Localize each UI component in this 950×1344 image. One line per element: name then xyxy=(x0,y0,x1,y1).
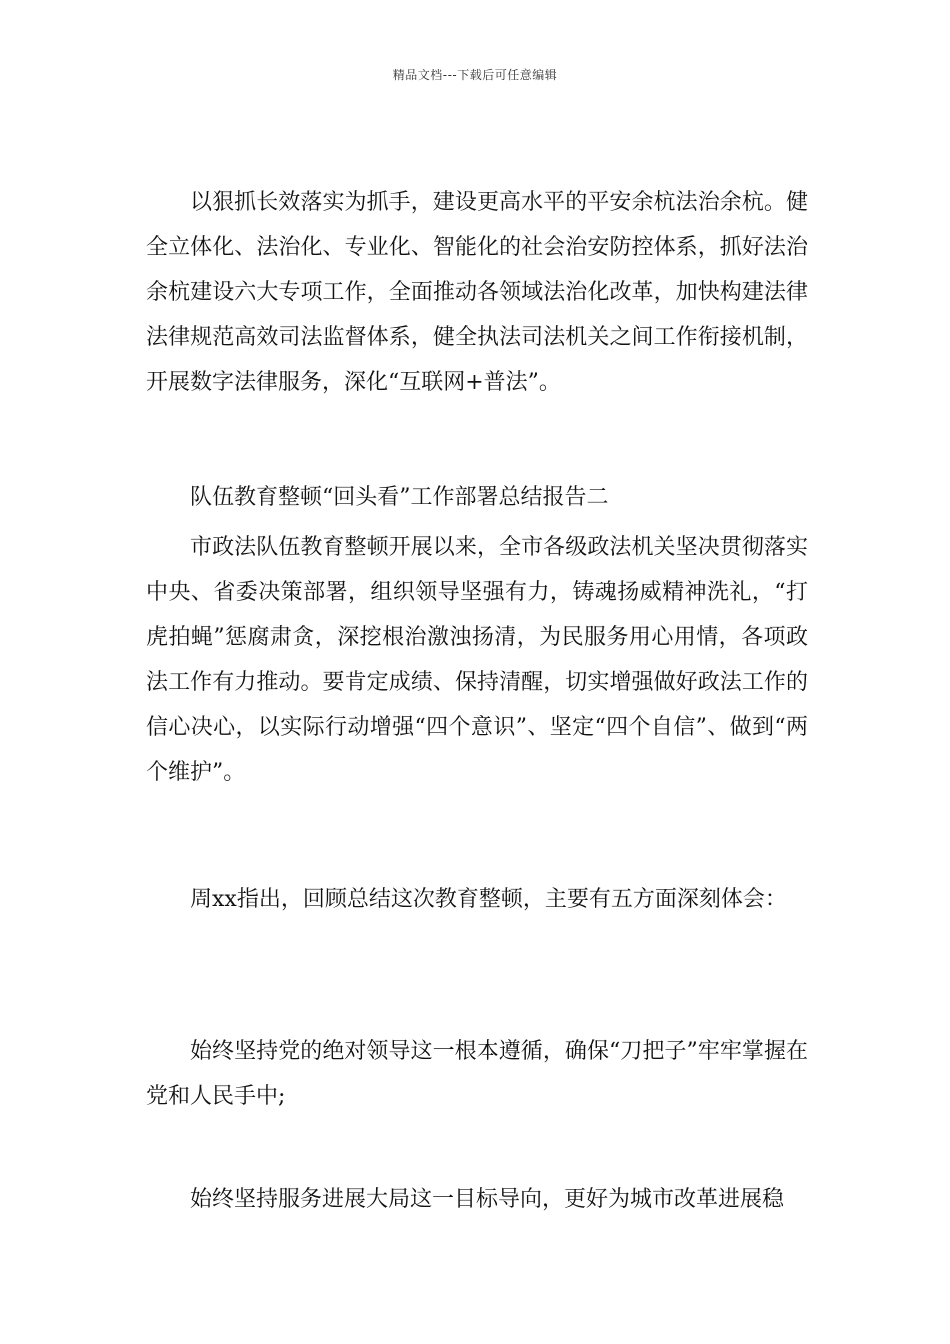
page-header: 精品文档---下载后可任意编辑 xyxy=(392,68,558,82)
paragraph-3: 周xx指出，回顾总结这次教育整顿，主要有五方面深刻体会： xyxy=(190,887,787,912)
paragraph-2: 市政法队伍教育整顿开展以来，全市各级政法机关坚决贯彻落实中央、省委决策部署，组织领导坚强有力，铸魂扬威精神洗礼，“打虎拍蝇”惩腐肃贪，深挖根治激浊扬清，为民服务用心用情，各项政法工作有力推动。要肯定成绩、保持清醒，切实增强做好政法工作的信心决心，以实际行动增强“四个意识”、坚定“四个自信”、做到“两个维护”。 xyxy=(146,535,808,785)
section-title: 队伍教育整顿“回头看”工作部署总结报告二 xyxy=(190,485,609,510)
paragraph-4: 始终坚持党的绝对领导这一根本遵循，确保“刀把子”牢牢掌握在党和人民手中; xyxy=(146,1039,808,1109)
paragraph-5: 始终坚持服务进展大局这一目标导向，更好为城市改革进展稳 xyxy=(190,1187,785,1212)
paragraph-1: 以狠抓长效落实为抓手，建设更高水平的平安余杭法治余杭。健全立体化、法治化、专业化、智能化的社会治安防控体系，抓好法治余杭建设六大专项工作，全面推动各领域法治化改革，加快构建法律法律规范高效司法监督体系，健全执法司法机关之间工作衔接机制，开展数字法律服务，深化“互联网+普法”。 xyxy=(146,190,808,395)
